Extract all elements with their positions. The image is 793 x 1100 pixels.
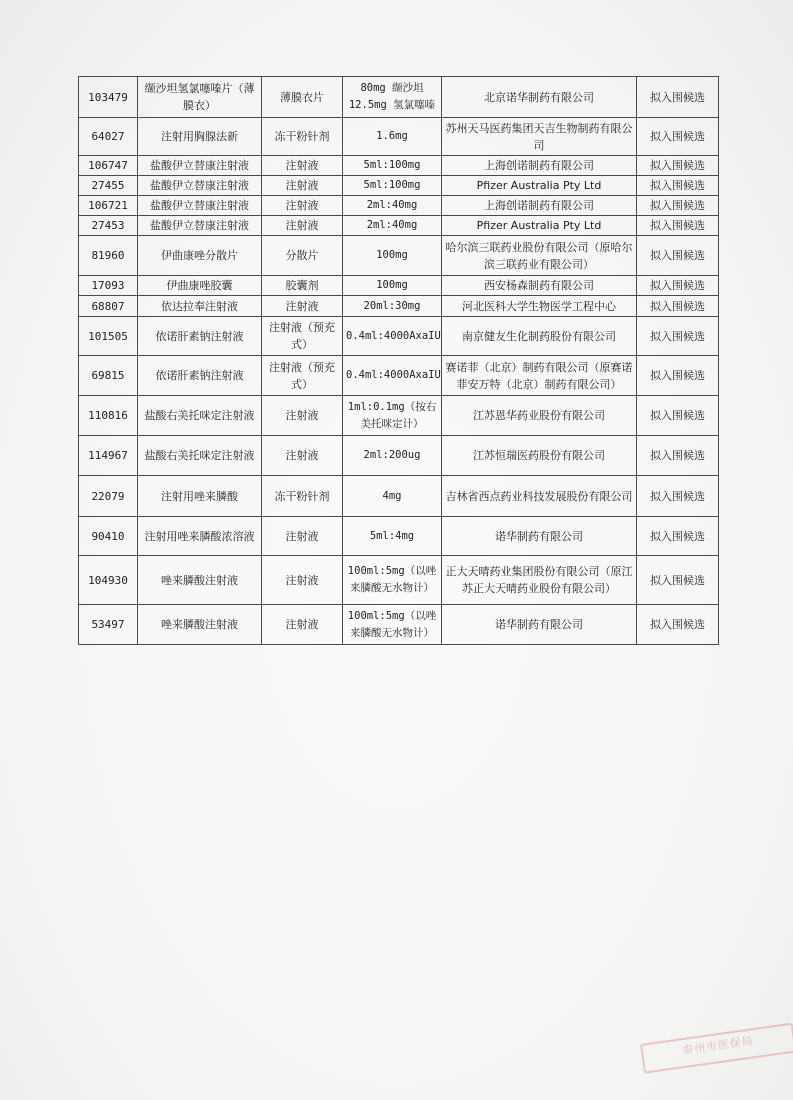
drug-name-cell: 盐酸伊立替康注射液 xyxy=(138,196,262,216)
drug-name-cell: 唑来膦酸注射液 xyxy=(138,605,262,645)
specification-cell: 2ml:200ug xyxy=(343,436,442,476)
drug-code-cell: 101505 xyxy=(79,317,138,356)
manufacturer-cell: 诺华制药有限公司 xyxy=(442,605,637,645)
drug-name-cell: 伊曲康唑胶囊 xyxy=(138,276,262,296)
table-row xyxy=(79,276,719,296)
dosage-form-cell: 注射液 xyxy=(262,556,343,605)
status-cell: 拟入围候选 xyxy=(637,396,719,436)
specification-cell: 5ml:100mg xyxy=(343,156,442,176)
status-cell: 拟入围候选 xyxy=(637,296,719,317)
manufacturer-cell: 南京健友生化制药股份有限公司 xyxy=(442,317,637,356)
manufacturer-cell: 吉林省西点药业科技发展股份有限公司 xyxy=(442,476,637,517)
drug-name-cell: 盐酸伊立替康注射液 xyxy=(138,216,262,236)
manufacturer-cell: 正大天晴药业集团股份有限公司（原江苏正大天晴药业股份有限公司） xyxy=(442,556,637,605)
table-row xyxy=(79,317,719,356)
specification-cell: 4mg xyxy=(343,476,442,517)
status-cell: 拟入围候选 xyxy=(637,436,719,476)
drug-name-cell: 盐酸伊立替康注射液 xyxy=(138,156,262,176)
dosage-form-cell: 注射液 xyxy=(262,176,343,196)
dosage-form-cell: 冻干粉针剂 xyxy=(262,118,343,156)
drug-name-cell: 盐酸右美托咪定注射液 xyxy=(138,396,262,436)
dosage-form-cell: 注射液（预充式） xyxy=(262,356,343,396)
table-body xyxy=(79,77,719,645)
drug-name-cell: 注射用唑来膦酸浓溶液 xyxy=(138,517,262,556)
drug-name-cell: 依诺肝素钠注射液 xyxy=(138,317,262,356)
manufacturer-cell: Pfizer Australia Pty Ltd xyxy=(442,176,637,196)
drug-name-cell: 伊曲康唑分散片 xyxy=(138,236,262,276)
specification-cell: 0.4ml:4000AxaIU xyxy=(343,356,442,396)
specification-cell: 100ml:5mg（以唑来膦酸无水物计） xyxy=(343,605,442,645)
table-row xyxy=(79,77,719,118)
status-cell: 拟入围候选 xyxy=(637,605,719,645)
dosage-form-cell: 注射液（预充式） xyxy=(262,317,343,356)
dosage-form-cell: 注射液 xyxy=(262,216,343,236)
manufacturer-cell: 江苏恩华药业股份有限公司 xyxy=(442,396,637,436)
status-cell: 拟入围候选 xyxy=(637,356,719,396)
watermark-stamp: 泰州市医保局 xyxy=(640,1023,793,1074)
specification-cell: 100ml:5mg（以唑来膦酸无水物计） xyxy=(343,556,442,605)
table-row xyxy=(79,176,719,196)
table-row xyxy=(79,196,719,216)
status-cell: 拟入围候选 xyxy=(637,118,719,156)
table-row xyxy=(79,517,719,556)
dosage-form-cell: 注射液 xyxy=(262,396,343,436)
specification-cell: 100mg xyxy=(343,236,442,276)
status-cell: 拟入围候选 xyxy=(637,276,719,296)
manufacturer-cell: 西安杨森制药有限公司 xyxy=(442,276,637,296)
drug-name-cell: 盐酸伊立替康注射液 xyxy=(138,176,262,196)
manufacturer-cell: 江苏恒瑞医药股份有限公司 xyxy=(442,436,637,476)
status-cell: 拟入围候选 xyxy=(637,176,719,196)
manufacturer-cell: 上海创诺制药有限公司 xyxy=(442,156,637,176)
table-row xyxy=(79,156,719,176)
drug-code-cell: 81960 xyxy=(79,236,138,276)
table-row xyxy=(79,476,719,517)
manufacturer-cell: 赛诺菲（北京）制药有限公司（原赛诺菲安万特（北京）制药有限公司） xyxy=(442,356,637,396)
table-row xyxy=(79,556,719,605)
dosage-form-cell: 注射液 xyxy=(262,605,343,645)
table-row xyxy=(79,118,719,156)
drug-code-cell: 22079 xyxy=(79,476,138,517)
drug-name-cell: 缬沙坦氢氯噻嗪片（薄膜衣） xyxy=(138,77,262,118)
specification-cell: 0.4ml:4000AxaIU xyxy=(343,317,442,356)
specification-cell: 80mg 缬沙坦 12.5mg 氢氯噻嗪 xyxy=(343,77,442,118)
dosage-form-cell: 注射液 xyxy=(262,517,343,556)
manufacturer-cell: 河北医科大学生物医学工程中心 xyxy=(442,296,637,317)
dosage-form-cell: 注射液 xyxy=(262,296,343,317)
table-row xyxy=(79,605,719,645)
drug-code-cell: 110816 xyxy=(79,396,138,436)
drug-code-cell: 106747 xyxy=(79,156,138,176)
table-row xyxy=(79,216,719,236)
drug-name-cell: 盐酸右美托咪定注射液 xyxy=(138,436,262,476)
manufacturer-cell: 哈尔滨三联药业股份有限公司（原哈尔滨三联药业有限公司） xyxy=(442,236,637,276)
drug-list-table xyxy=(78,76,719,645)
status-cell: 拟入围候选 xyxy=(637,196,719,216)
specification-cell: 5ml:4mg xyxy=(343,517,442,556)
table-row xyxy=(79,396,719,436)
dosage-form-cell: 冻干粉针剂 xyxy=(262,476,343,517)
status-cell: 拟入围候选 xyxy=(637,236,719,276)
manufacturer-cell: 北京诺华制药有限公司 xyxy=(442,77,637,118)
drug-code-cell: 17093 xyxy=(79,276,138,296)
drug-name-cell: 注射用唑来膦酸 xyxy=(138,476,262,517)
dosage-form-cell: 注射液 xyxy=(262,156,343,176)
table-row xyxy=(79,296,719,317)
status-cell: 拟入围候选 xyxy=(637,77,719,118)
specification-cell: 1ml:0.1mg（按右美托咪定计） xyxy=(343,396,442,436)
status-cell: 拟入围候选 xyxy=(637,317,719,356)
drug-name-cell: 依达拉奉注射液 xyxy=(138,296,262,317)
drug-code-cell: 27453 xyxy=(79,216,138,236)
drug-code-cell: 90410 xyxy=(79,517,138,556)
dosage-form-cell: 注射液 xyxy=(262,196,343,216)
manufacturer-cell: Pfizer Australia Pty Ltd xyxy=(442,216,637,236)
status-cell: 拟入围候选 xyxy=(637,156,719,176)
drug-code-cell: 53497 xyxy=(79,605,138,645)
status-cell: 拟入围候选 xyxy=(637,216,719,236)
manufacturer-cell: 上海创诺制药有限公司 xyxy=(442,196,637,216)
table-row xyxy=(79,436,719,476)
specification-cell: 5ml:100mg xyxy=(343,176,442,196)
table-row xyxy=(79,236,719,276)
dosage-form-cell: 薄膜衣片 xyxy=(262,77,343,118)
dosage-form-cell: 胶囊剂 xyxy=(262,276,343,296)
manufacturer-cell: 诺华制药有限公司 xyxy=(442,517,637,556)
specification-cell: 1.6mg xyxy=(343,118,442,156)
specification-cell: 2ml:40mg xyxy=(343,196,442,216)
drug-code-cell: 27455 xyxy=(79,176,138,196)
drug-code-cell: 69815 xyxy=(79,356,138,396)
drug-code-cell: 68807 xyxy=(79,296,138,317)
status-cell: 拟入围候选 xyxy=(637,556,719,605)
drug-name-cell: 依诺肝素钠注射液 xyxy=(138,356,262,396)
specification-cell: 20ml:30mg xyxy=(343,296,442,317)
table-row xyxy=(79,356,719,396)
drug-code-cell: 114967 xyxy=(79,436,138,476)
drug-code-cell: 64027 xyxy=(79,118,138,156)
specification-cell: 2ml:40mg xyxy=(343,216,442,236)
dosage-form-cell: 分散片 xyxy=(262,236,343,276)
drug-code-cell: 106721 xyxy=(79,196,138,216)
drug-name-cell: 唑来膦酸注射液 xyxy=(138,556,262,605)
drug-code-cell: 104930 xyxy=(79,556,138,605)
drug-name-cell: 注射用胸腺法新 xyxy=(138,118,262,156)
drug-code-cell: 103479 xyxy=(79,77,138,118)
status-cell: 拟入围候选 xyxy=(637,517,719,556)
dosage-form-cell: 注射液 xyxy=(262,436,343,476)
status-cell: 拟入围候选 xyxy=(637,476,719,517)
manufacturer-cell: 苏州天马医药集团天吉生物制药有限公司 xyxy=(442,118,637,156)
specification-cell: 100mg xyxy=(343,276,442,296)
